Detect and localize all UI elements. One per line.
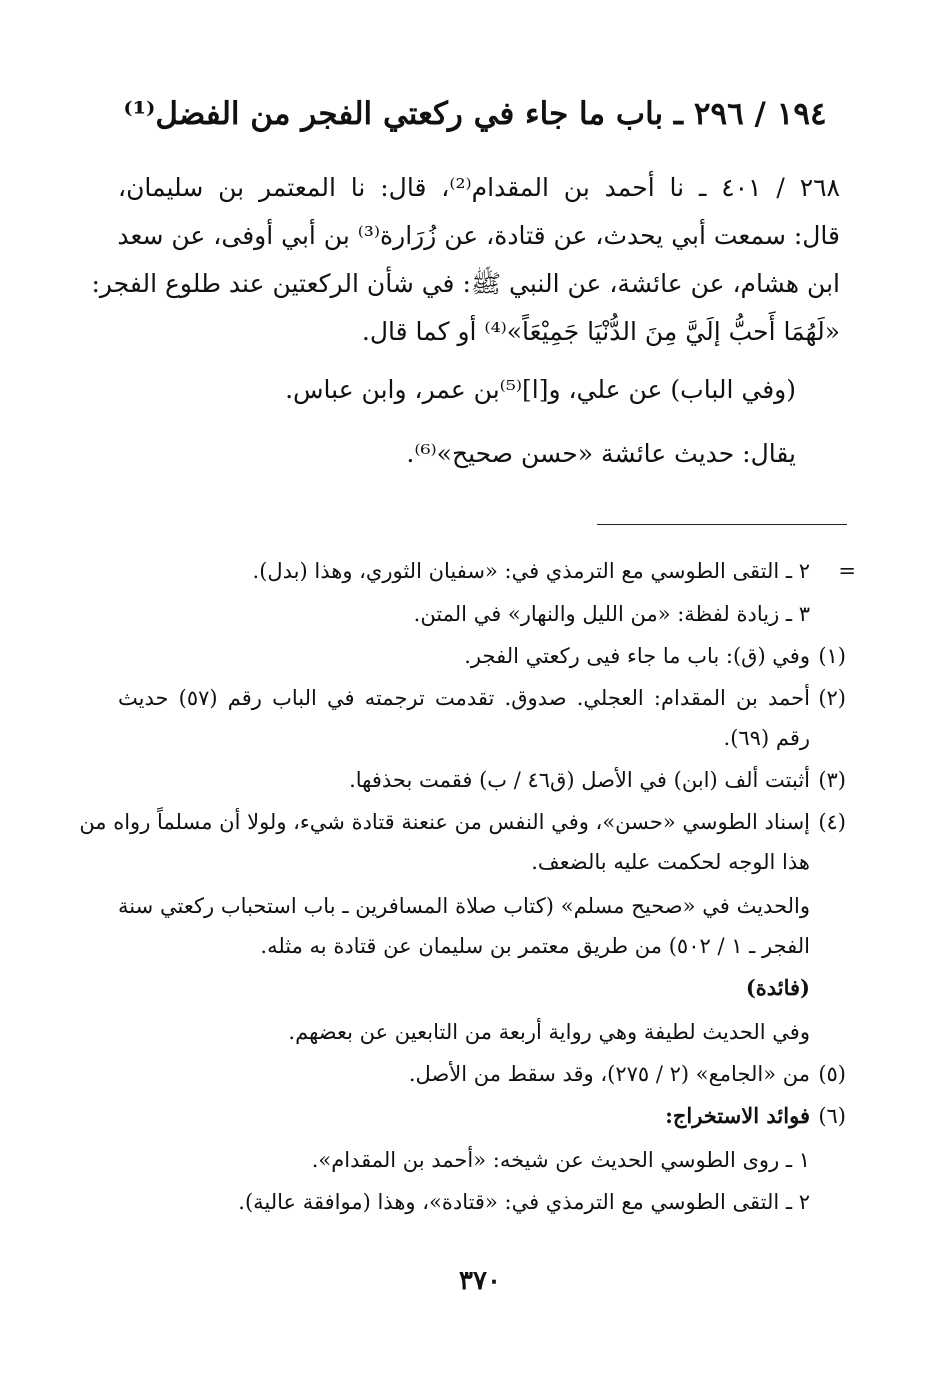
bab-text bbox=[118, 366, 818, 414]
bab-line: (وفي الباب) عن علي، و[ا]⁽⁵⁾بن عمر، وابن عباس. bbox=[285, 375, 796, 404]
hadith-line: ٢٦٨ / ٤٠١ ـ نا أحمد بن المقدام⁽²⁾، قال: نا المعتمر بن سليمان، bbox=[118, 173, 840, 202]
hadith-line: ابن هشام، عن عائشة، عن النبي ﷺ: في شأن الركعتين عند طلوع الفجر: bbox=[91, 269, 840, 298]
grading-text bbox=[118, 430, 818, 478]
chapter-title: ١٩٤ / ٢٩٦ ـ باب ما جاء في ركعتي الفجر من الفضل⁽¹⁾ bbox=[123, 96, 827, 132]
continued-marker: = bbox=[838, 559, 856, 583]
hadith-text bbox=[91, 164, 840, 356]
page-number: ٣٧٠ bbox=[459, 1266, 501, 1296]
hadith-line: «لَهُمَا أَحبُّ إلَيَّ مِنَ الدُّنْيَا جَمِيْعَاً»⁽⁴⁾ أو كما قال. bbox=[361, 317, 840, 346]
book-page: ١٩٤ / ٢٩٦ ـ باب ما جاء في ركعتي الفجر من الفضل⁽¹⁾ ٢٦٨ / ٤٠١ ـ نا أحمد بن المقدام⁽²⁾، قال: نا المعتمر بن سليمان، قال: سمعت أبي يحدث، عن قتادة، عن زُرَارة⁽³⁾ بن أبي أوفى، عن سعد ابن هشام، عن عائشة، عن النبي ﷺ: في شأن الركعتين عند طلوع الفجر: «لَهُمَا أَحبُّ إلَيَّ مِنَ الدُّنْيَا جَمِيْعَاً»⁽⁴⁾ أو كما قال. (وفي الباب) عن علي، و[ا]⁽⁵⁾بن عمر، وابن عباس. يقال: حديث عائشة «حسن صحيح»⁽⁶⁾. = ٢ ـ التقى الطوسي مع الترمذي في: «سفيان الثوري، وهذا (بدل). ٣ ـ زيادة لفظة: «من الليل والنهار» في المتن. (١) وفي (ق): باب ما جاء فيى ركعتي الفجر. (٢) أحمد بن المقدام: العجلي. صدوق. تقدمت ترجمته في الباب رقم (٥٧) حديث رقم (٦٩). (٣) أثبتت ألف (ابن) في الأصل (ق٤٦ / ب) فقمت بحذفها. (٤) إسناد الطوسي «حسن»، وفي النفس من عنعنة قتادة شيء، ولولا أن مسلماً رواه من هذا الوجه لحكمت عليه بالضعف. والحديث في «صحيح مسلم» (كتاب صلاة المسافرين ـ باب استحباب ركعتي سنة الفجر ـ ١ / ٥٠٢) من طريق معتمر بن سليمان عن قتادة به مثله. (فائدة) وفي الحديث لطيفة وهي رواية أربعة من التابعين عن بعضهم. (٥) من «الجامع» (٢ / ٢٧٥)، وقد سقط من الأصل. (٦) فوائد الاستخراج: ١ ـ روى الطوسي الحديث عن شيخه: «أحمد بن المقدام». ٢ ـ التقى الطوسي مع الترمذي في: «قتادة»، وهذا (موافقة عالية). ٣٧٠ bbox=[0, 0, 949, 1377]
grading-line: يقال: حديث عائشة «حسن صحيح»⁽⁶⁾. bbox=[406, 439, 796, 468]
footnote-separator bbox=[597, 524, 847, 525]
hadith-line: قال: سمعت أبي يحدث، عن قتادة، عن زُرَارة⁽³⁾ بن أبي أوفى، عن سعد bbox=[117, 221, 840, 250]
